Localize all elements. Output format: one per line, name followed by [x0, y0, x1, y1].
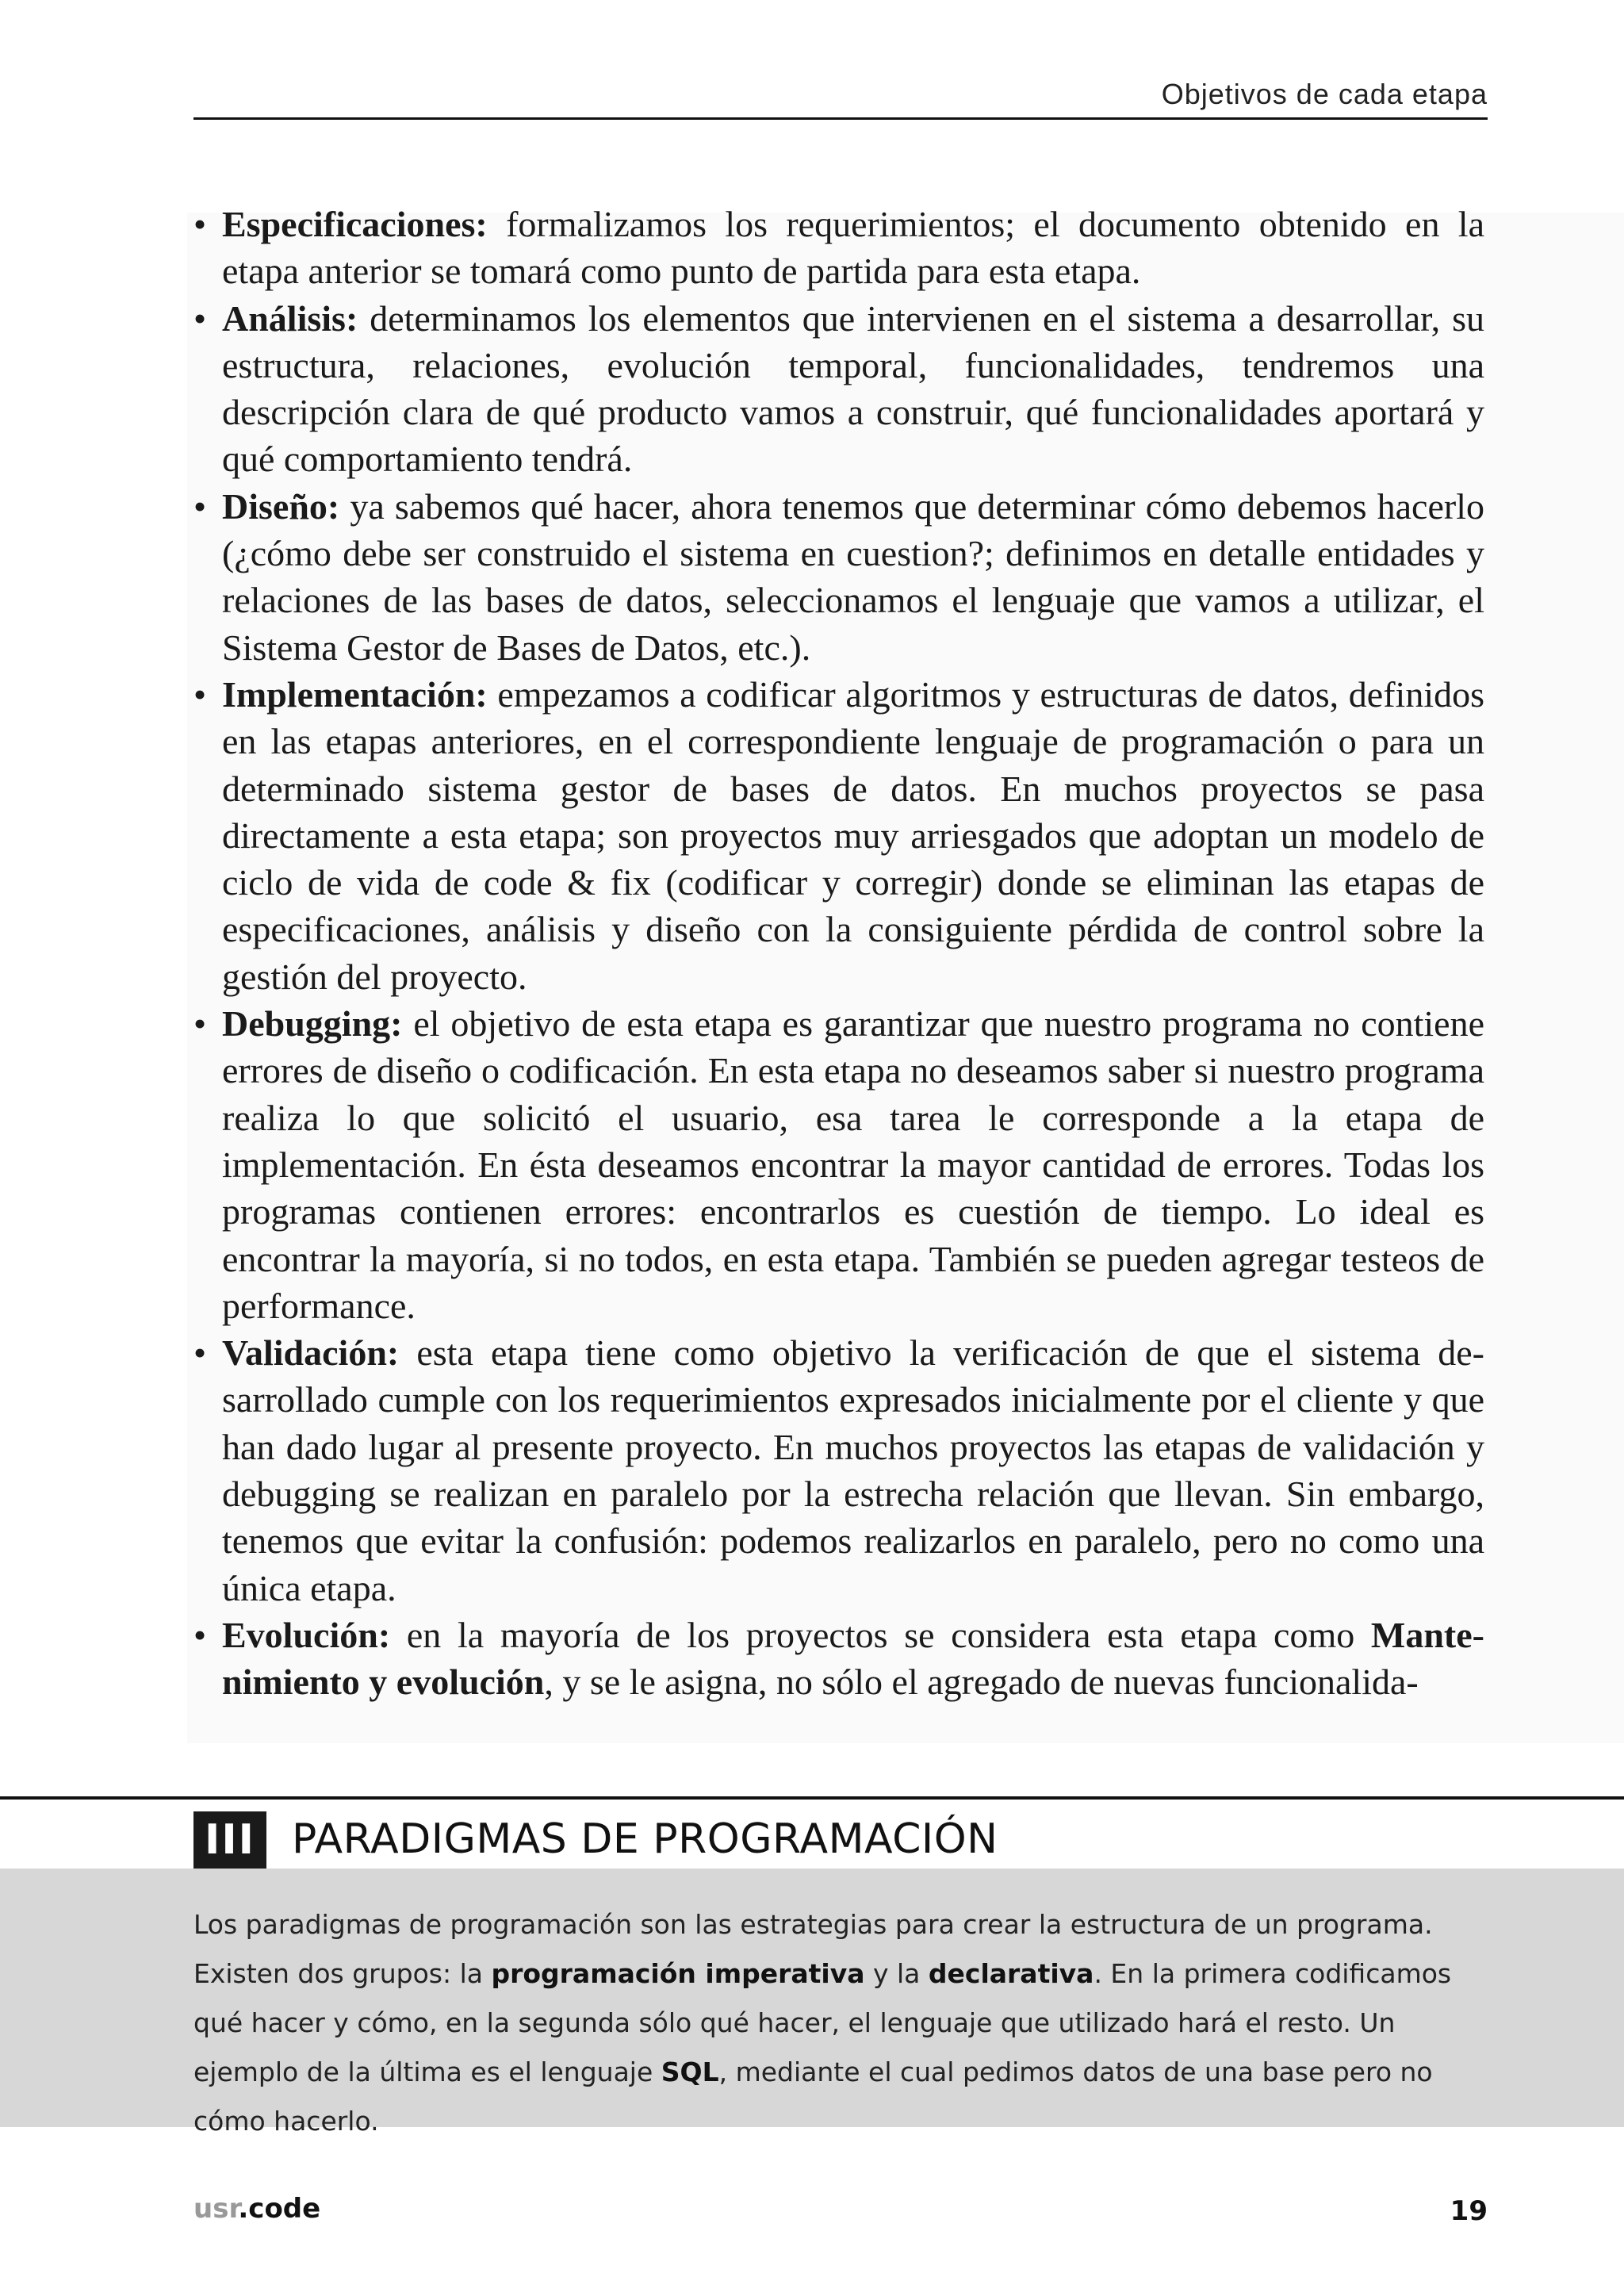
item-text: en la mayoría de los proyectos se considera esta etapa como	[390, 1614, 1371, 1655]
intro-text-run: Los paradigmas de programación son las estrategias para crear la estructura de un programa. Existen dos grupos: la	[193, 1909, 1433, 1989]
footer-brand	[193, 2193, 320, 2225]
brand-usr: usr	[193, 2193, 239, 2225]
stages-list	[193, 201, 1484, 1706]
item-term: Diseño:	[222, 485, 340, 527]
section-title: PARADIGMAS DE PROGRAMACIÓN	[292, 1815, 998, 1863]
item-text: formalizamos los requerimientos; el documento obtenido en la etapa anterior se tomará como punto de partida para esta etapa.	[222, 204, 1484, 292]
list-item	[193, 201, 1484, 295]
item-term: Evolución:	[222, 1614, 391, 1655]
item-text: determinamos los elementos que intervienen en el sistema a desarrollar, su estructura, relaciones, evolución temporal, funcionalidades, tendremos una descripción clara de qué producto vamos a construir, qué funcionalidades aportará y qué comportamiento tendrá.	[222, 297, 1484, 480]
intro-text-run: . En la primera codificamos qué hacer y cómo, en la segunda sólo qué hacer, el lenguaje que utilizado hará el resto. Un ejemplo de la última es el lenguaje	[193, 1958, 1452, 2087]
item-emphasis: Mantenimiento y evolución	[222, 1614, 1484, 1703]
section-intro-text	[193, 1900, 1488, 2146]
header-rule	[193, 117, 1488, 120]
list-item	[193, 1000, 1484, 1329]
item-term: Debugging:	[222, 1003, 403, 1045]
item-text: empezamos a codificar algoritmos y estructuras de datos, definidos en las etapas anteriores, en el correspondiente lenguaje de programación o para un determinado sistema gestor de bases de datos. En muchos proyectos se pasa directamente a esta etapa; son proyectos muy arriesgados que adoptan un modelo de ciclo de vida de code & fix (codificar y corregir) donde se eliminan las etapas de especificaciones, análisis y diseño con la consiguiente pérdida de control sobre la gestión del proyecto.	[222, 673, 1484, 997]
intro-text-run: , mediante el cual pedimos datos de una base pero no cómo hacerlo.	[193, 2056, 1433, 2137]
item-term: Implementación:	[222, 673, 488, 715]
intro-text-run: y la	[864, 1958, 929, 1989]
intro-emphasis: programación imperativa	[491, 1958, 865, 1989]
item-text: ya sabemos qué hacer, ahora tenemos que determinar cómo debemos hacerlo (¿cómo debe ser construido el sistema en cuestion?; definimos en detalle entidades y relaciones de las bases de datos, seleccionamos el lenguaje que vamos a utilizar, el Sistema Gestor de Bases de Datos, etc.).	[222, 485, 1484, 668]
list-item	[193, 295, 1484, 483]
section-rule	[0, 1796, 1624, 1800]
intro-emphasis: SQL	[661, 2056, 719, 2087]
list-item	[193, 671, 1484, 1000]
list-item	[193, 1612, 1484, 1706]
item-term: Validación:	[222, 1332, 400, 1374]
item-term: Especificaciones:	[222, 204, 488, 244]
intro-emphasis: declarativa	[928, 1958, 1094, 1989]
section-number-badge: III	[193, 1811, 266, 1869]
item-text: esta etapa tiene como objetivo la verificación de que el sistema desarrollado cumple con los requerimientos expresados inicialmente por el cliente y que han dado lugar al presente proyecto. En muchos proyectos las etapas de validación y debugging se realizan en paralelo por la estrecha relación que llevan. Sin embargo, tenemos que evitar la confusión: podemos realizarlos en paralelo, pero no como una única etapa.	[222, 1332, 1484, 1608]
list-item	[193, 1329, 1484, 1612]
running-head: Objetivos de cada etapa	[1161, 78, 1488, 110]
item-text: , y se le asigna, no sólo el agregado de nuevas funcionalida-	[544, 1662, 1419, 1703]
brand-code: .code	[238, 2193, 321, 2225]
item-text: el objetivo de esta etapa es garantizar que nuestro programa no contiene errores de diseño o codificación. En esta etapa no deseamos saber si nuestro programa realiza lo que solicitó el usuario, esa tarea le corresponde a la etapa de implementación. En ésta deseamos encontrar la mayor cantidad de errores. Todas los programas contienen errores: encontrarlos es cuestión de tiempo. Lo ideal es encontrar la mayoría, si no todos, en esta etapa. También se pueden agregar testeos de performance.	[222, 1003, 1484, 1326]
item-term: Análisis:	[222, 297, 358, 339]
list-item	[193, 483, 1484, 671]
page-number: 19	[1450, 2195, 1488, 2227]
